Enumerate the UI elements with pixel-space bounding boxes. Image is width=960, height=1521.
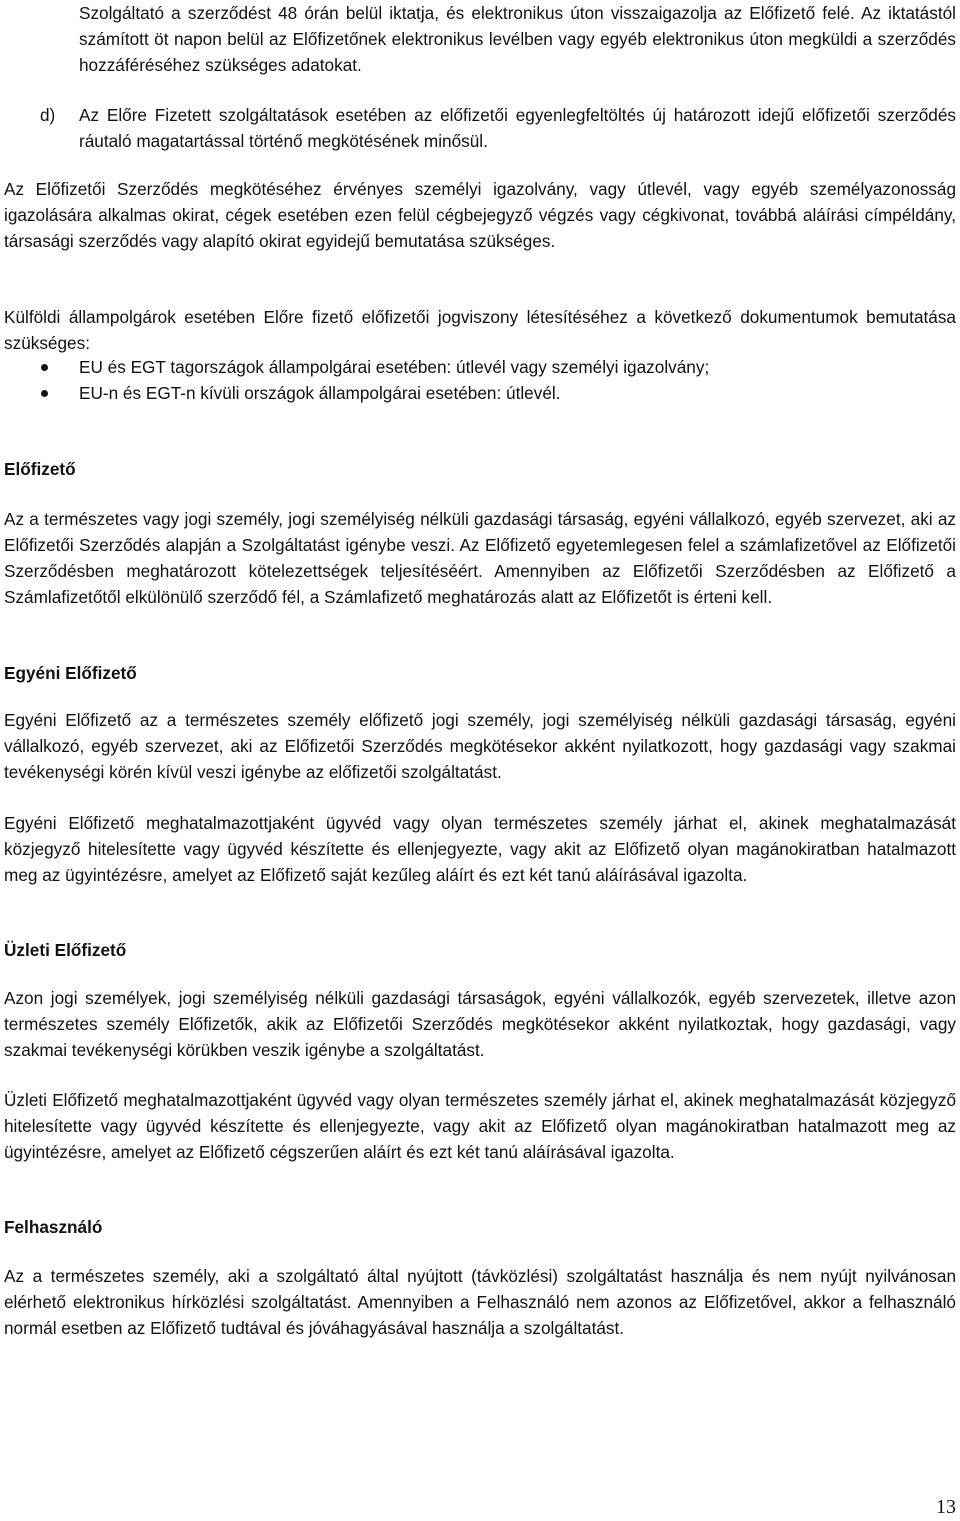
section-text: Az a természetes személy, aki a szolgáltató által nyújtott (távközlési) szolgáltatást használja és nem nyújt nyilvánosan elérhető elektronikus hírközlési szolgáltatást. Amennyiben a Felhasználó nem azonos az Előfizetővel, akkor a felhasználó normál esetben az Előfizető tudtával és jóváhagyásával használja a szolgáltatást. [4,1266,956,1338]
id-documents-paragraph [4,176,956,254]
section-egyeni [4,660,956,686]
foreign-citizens-text: Külföldi állampolgárok esetében Előre fizető előfizetői jogviszony létesítéséhez a következő dokumentumok bemutatása szükséges: [4,307,956,353]
bullet-text: EU és EGT tagországok állampolgárai esetében: útlevél vagy személyi igazolvány; [79,357,710,377]
section-elofizeto-body [4,506,956,610]
intro-text: Szolgáltató a szerződést 48 órán belül iktatja, és elektronikus úton visszaigazolja az Előfizető felé. Az iktatástól számított öt napon belül az Előfizetőnek elektronikus levélben vagy egyéb elektronikus úton megküldi a szerződés hozzáféréséhez szükséges adatokat. [79,3,956,75]
list-item-text: Az Előre Fizetett szolgáltatások esetében az előfizetői egyenlegfeltöltés új határozott idejű előfizetői szerződés ráutaló magatartással történő megkötésének minősül. [79,105,956,151]
bullet-icon [41,390,48,397]
foreign-citizens-paragraph [4,304,956,356]
bullet-text: EU-n és EGT-n kívüli országok állampolgárai esetében: útlevél. [79,383,561,403]
section-egyeni-body-2 [4,810,956,888]
section-elofizeto [4,456,956,482]
section-uzleti-body-2 [4,1087,956,1165]
section-heading: Egyéni Előfizető [4,663,137,683]
section-text: Azon jogi személyek, jogi személyiség nélküli gazdasági társaságok, egyéni vállalkozók, egyéb szervezetek, illetve azon természetes személy Előfizetők, akik az Előfizetői Szerződés megkötésekor akként nyilatkoztak, hogy gazdasági, vagy szakmai tevékenységi körükben veszik igénybe a szolgáltatást. [4,988,956,1060]
document-bullet-list [4,354,956,406]
list-item-d [4,102,956,154]
section-heading: Felhasználó [4,1217,103,1237]
section-egyeni-body-1 [4,707,956,785]
section-text: Egyéni Előfizető meghatalmazottjaként ügyvéd vagy olyan természetes személy járhat el, akinek meghatalmazását közjegyző hitelesítette vagy ügyvéd készítette és ellenjegyezte, vagy akit az Előfizető olyan magánokiratban hatalmazott meg az ügyintézésre, amelyet az Előfizető saját kezűleg aláírt és ezt két tanú aláírásával igazolta. [4,813,956,885]
list-item [4,354,956,380]
section-heading: Előfizető [4,459,76,479]
section-text: Az a természetes vagy jogi személy, jogi személyiség nélküli gazdasági társaság, egyéni vállalkozó, egyéb szervezet, aki az Előfizetői Szerződés alapján a Szolgáltatást igénybe veszi. Az Előfizető egyetemlegesen felel a számlafizetővel az Előfizetői Szerződésben meghatározott kötelezettségek teljesítéséért. Amennyiben az Előfizetői Szerződésben az Előfizető a Számlafizetőtől elkülönülő szerződő fél, a Számlafizető meghatározás alatt az Előfizetőt is érteni kell. [4,509,956,607]
list-marker: d) [40,105,56,125]
id-documents-text: Az Előfizetői Szerződés megkötéséhez érvényes személyi igazolvány, vagy útlevél, vagy egyéb személyazonosság igazolására alkalmas okirat, cégek esetében ezen felül cégbejegyző végzés vagy cégkivonat, továbbá aláírási címpéldány, társasági szerződés vagy alapító okirat egyidejű bemutatása szükséges. [4,179,956,251]
section-felhasznalo-body [4,1263,956,1341]
section-text: Üzleti Előfizető meghatalmazottjaként ügyvéd vagy olyan természetes személy járhat el, akinek meghatalmazását közjegyző hitelesítette vagy ügyvéd készítette és ellenjegyezte, vagy akit az Előfizető olyan magánokiratban hatalmazott meg az ügyintézésre, amelyet az Előfizető cégszerűen aláírt és ezt két tanú aláírásával igazolta. [4,1090,956,1162]
section-text: Egyéni Előfizető az a természetes személy előfizető jogi személy, jogi személyiség nélküli gazdasági társaság, egyéni vállalkozó, egyéb szervezet, aki az Előfizetői Szerződés megkötésekor akként nyilatkozott, hogy gazdasági vagy szakmai tevékenységi körén kívül veszi igénybe az előfizetői szolgáltatást. [4,710,956,782]
section-heading: Üzleti Előfizető [4,940,127,960]
bullet-icon [41,364,48,371]
section-uzleti-body-1 [4,985,956,1063]
section-felhasznalo [4,1214,956,1240]
section-uzleti [4,937,956,963]
list-item [4,380,956,406]
intro-paragraph [4,0,956,78]
page-number: 13 [936,1496,956,1518]
